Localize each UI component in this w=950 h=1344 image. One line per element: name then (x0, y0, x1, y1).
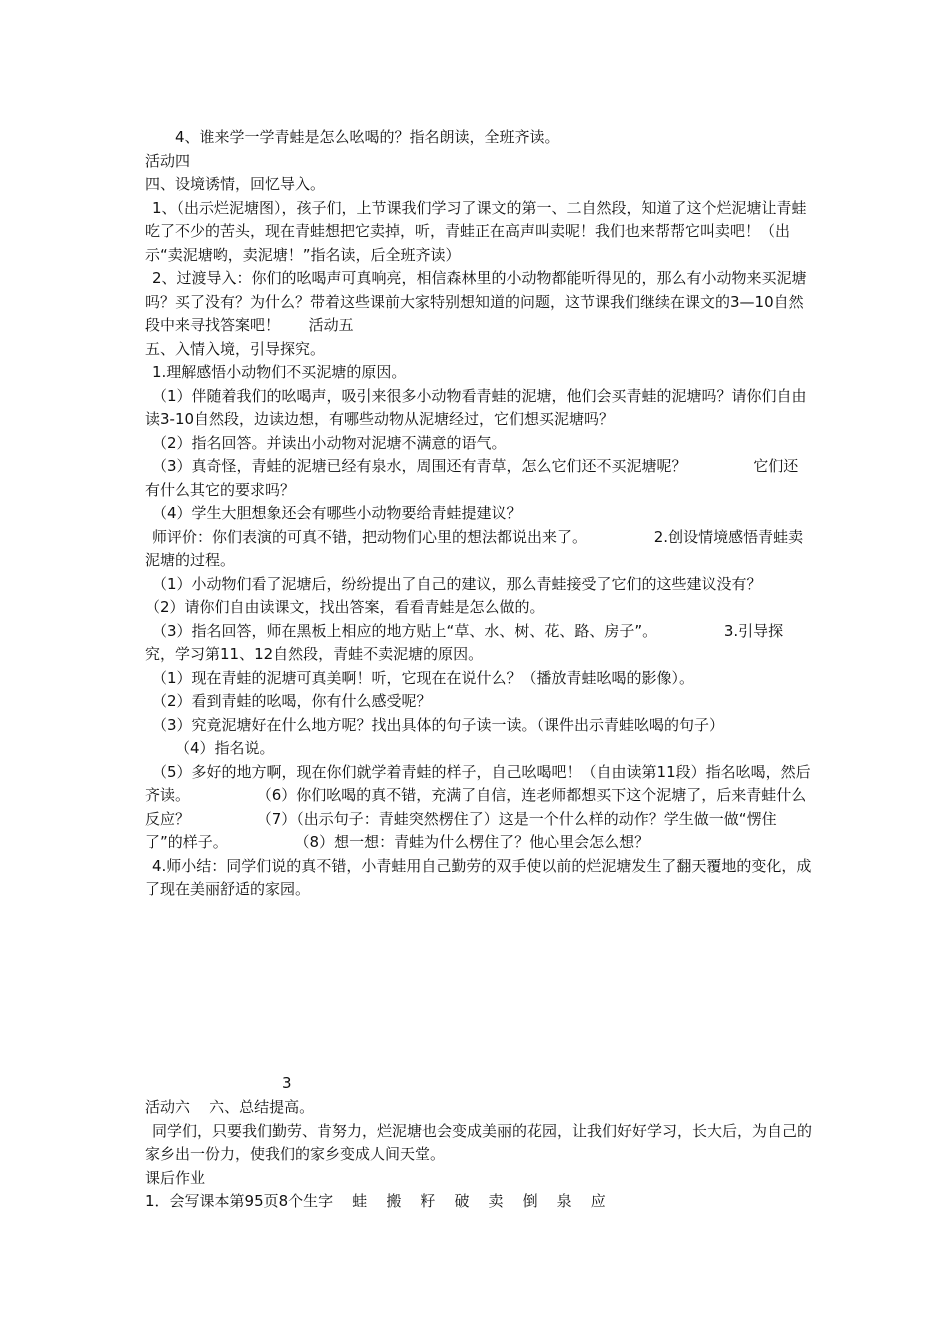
paragraph: 同学们，只要我们勤劳、肯努力，烂泥塘也会变成美丽的花园，让我们好好学习，长大后，为自己的家乡出一份力，使我们的家乡变成人间天堂。 (145, 1121, 813, 1163)
lesson-plan-body (145, 126, 829, 902)
paragraph: （1）现在青蛙的泥塘可真美啊！听，它现在在说什么？（播放青蛙吆喝的影像）。 (152, 668, 695, 687)
paragraph: （3）真奇怪，青蛙的泥塘已经有泉水，周围还有青草，怎么它们还不买泥塘呢？ 它们还有什么其它的要求吗？ (145, 457, 799, 499)
paragraph: 4.师小结：同学们说的真不错，小青蛙用自己勤劳的双手使以前的烂泥塘发生了翻天覆地的变化，成了现在美丽舒适的家园。 (145, 856, 812, 898)
section-heading: 四、设境诱情，回忆导入。 (145, 175, 326, 193)
section-heading: 活动六 六、总结提高。 (145, 1098, 315, 1116)
paragraph: 2、过渡导入：你们的吆喝声可真响亮，相信森林里的小动物都能听得见的，那么有小动物来买泥塘吗？买了没有？为什么？带着这些课前大家特别想知道的问题，这节课我们继续在课文的3—10自然段中来寻找答案吧！ 活动五 (145, 269, 807, 334)
paragraph: （2）看到青蛙的吆喝，你有什么感受呢？ (152, 692, 432, 710)
paragraph: （4）指名说。 (175, 739, 275, 757)
paragraph: （3）指名回答，师在黑板上相应的地方贴上“草、水、树、花、路、房子”。 3.引导探究，学习第11、12自然段，青蛙不卖泥塘的原因。 (145, 621, 784, 663)
paragraph: （1）小动物们看了泥塘后，纷纷提出了自己的建议，那么青蛙接受了它们的这些建议没有？ （2）请你们自由读课文，找出答案，看看青蛙是怎么做的。 (145, 574, 829, 616)
homework-item: 1．会写课本第95页8个生字 蛙 搬 籽 破 卖 倒 泉 应 (145, 1192, 606, 1210)
section-heading: 五、入情入境，引导探究。 (145, 339, 326, 358)
page-number: 3 (282, 1074, 292, 1092)
paragraph: 1.理解感悟小动物们不买泥塘的原因。 (152, 363, 407, 381)
paragraph: 4、谁来学一学青蛙是怎么吆喝的？指名朗读，全班齐读。 (175, 128, 560, 146)
paragraph: （1）伴随着我们的吆喝声，吸引来很多小动物看青蛙的泥塘，他们会买青蛙的泥塘吗？请你们自由读3-10自然段，边读边想，有哪些动物从泥塘经过，它们想买泥塘吗？ (145, 386, 807, 428)
paragraph: （3）究竟泥塘好在什么地方呢？找出具体的句子读一读。（课件出示青蛙吆喝的句子） (152, 715, 725, 734)
paragraph: （4）学生大胆想象还会有哪些小动物要给青蛙提建议？ (152, 504, 522, 522)
lesson-plan-body-continued (145, 1096, 825, 1214)
paragraph: 师评价：你们表演的可真不错，把动物们心里的想法都说出来了。 2.创设情境感悟青蛙卖泥塘的过程。 (145, 527, 804, 569)
paragraph: （2）指名回答。并读出小动物对泥塘不满意的语气。 (152, 433, 507, 452)
section-heading: 课后作业 (145, 1168, 206, 1187)
activity-heading: 活动四 (145, 151, 191, 170)
paragraph: 1、（出示烂泥塘图），孩子们，上节课我们学习了课文的第一、二自然段，知道了这个烂泥塘让青蛙吃了不少的苦头，现在青蛙想把它卖掉，听，青蛙正在高声叫卖呢！我们也来帮帮它叫卖吧！（出示“卖泥塘哟，卖泥塘！”指名读，后全班齐读） (145, 198, 807, 264)
paragraph: （5）多好的地方啊，现在你们就学着青蛙的样子，自己吆喝吧！（自由读第11段）指名吆喝，然后齐读。 （6）你们吆喝的真不错，充满了自信，连老师都想买下这个泥塘了，后来青蛙什么反应？ （7）（出示句子：青蛙突然楞住了）这是一个什么样的动作？学生做一做“愣住了”的样子。 （8）想一想：青蛙为什么楞住了？他心里会怎么想？ (145, 762, 811, 851)
